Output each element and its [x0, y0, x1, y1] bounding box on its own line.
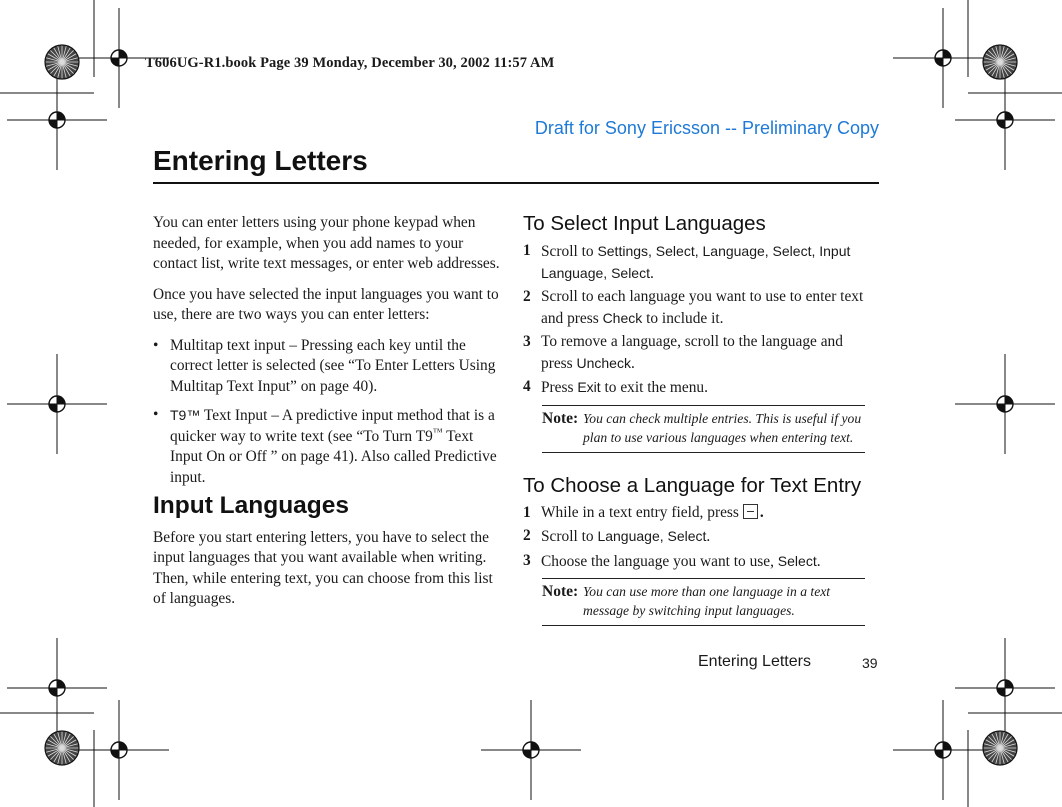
step-number: 2: [523, 288, 531, 305]
step-1-3: [523, 332, 873, 374]
bullet-multitap: [153, 336, 509, 398]
step-text-end: .: [649, 264, 654, 282]
step-1-2: [523, 287, 873, 329]
menu-path: Language, Select: [597, 528, 707, 544]
step-2-2: [523, 526, 873, 548]
registration-quadrant: [935, 58, 943, 66]
menu-path: Settings, Select, Language, Select, Input Language, Select: [541, 243, 851, 281]
note-label: Note:: [542, 409, 579, 427]
step-text-end: .: [816, 552, 821, 570]
step-2-3: [523, 551, 873, 573]
step-text: To remove a language, scroll to the language and press: [541, 333, 843, 372]
check-label: Check: [602, 309, 643, 326]
bullet-t9-text-b: Text Input On or Off ” on page 41). Also called Predictive input.: [170, 427, 497, 486]
step-text: Choose the language you want to use,: [541, 552, 778, 570]
note-text: You can check multiple entries. This is useful if you plan to use various languages when entering text.: [583, 410, 862, 445]
step-number: 3: [523, 551, 531, 569]
registration-quadrant: [943, 742, 951, 750]
draft-header: Draft for Sony Ericsson -- Preliminary Copy: [534, 118, 879, 138]
step-text-end: .: [630, 354, 635, 372]
registration-quadrant: [997, 688, 1005, 696]
page-title: Entering Letters: [153, 145, 368, 176]
bullet-t9: [153, 405, 509, 488]
registration-quadrant: [57, 396, 65, 404]
step-2-1: [523, 503, 873, 524]
registration-quadrant: [523, 750, 531, 758]
exit-label: Exit: [577, 379, 601, 395]
registration-quadrant: [997, 404, 1005, 412]
step-text: Scroll to each language you want to use to enter text and press: [541, 288, 864, 327]
registration-quadrant: [111, 58, 119, 66]
registration-quadrant: [119, 50, 127, 58]
registration-quadrant: [49, 688, 57, 696]
registration-quadrant: [111, 750, 119, 758]
step-1-1: [523, 241, 873, 284]
step-number: 2: [523, 527, 531, 544]
right-column: [523, 211, 873, 646]
bullet-dot: •: [153, 336, 159, 354]
bullet-dot: •: [153, 406, 159, 423]
step-1-4: [523, 377, 873, 399]
choose-language-heading: To Choose a Language for Text Entry: [523, 473, 862, 497]
input-languages-heading: Input Languages: [153, 492, 349, 519]
intro-paragraph: You can enter letters using your phone keypad when needed, for example, when you add names to your contact list, write text messages, or enter web addresses.: [153, 214, 500, 272]
registration-quadrant: [57, 112, 65, 120]
step-text: Scroll to: [541, 528, 598, 545]
step-number: 1: [523, 503, 531, 521]
note-1: [542, 405, 865, 453]
step-text: Press: [541, 379, 578, 396]
footer-title: Entering Letters: [698, 653, 811, 670]
select-label: Select: [777, 552, 817, 569]
registration-quadrant: [1005, 112, 1013, 120]
registration-quadrant: [935, 750, 943, 758]
registration-quadrant: [49, 120, 57, 128]
registration-quadrant: [49, 404, 57, 412]
input-languages-paragraph: Before you start entering letters, you have to select the input languages that you want available when writing. Then, while entering text, you can choose from this list of languages.: [153, 528, 493, 607]
registration-quadrant: [943, 50, 951, 58]
bullet-t9-text-a: Text Input – A predictive input method that is a quicker way to write text (see “To Turn T9: [170, 407, 495, 445]
once-paragraph: Once you have selected the input languages you want to use, there are two ways you can enter letters:: [153, 285, 499, 323]
registration-quadrant: [119, 742, 127, 750]
page-number: 39: [862, 655, 878, 671]
registration-quadrant: [1005, 680, 1013, 688]
t9-label: T9™: [170, 407, 201, 423]
left-column: [153, 213, 509, 620]
step-text: Scroll to: [541, 243, 598, 260]
registration-quadrant: [1005, 396, 1013, 404]
bullet-multitap-text: Multitap text input – Pressing each key until the correct letter is selected (see “To Enter Letters Using Multitap Text Input” on page 40).: [170, 336, 496, 395]
note-2: [542, 578, 865, 626]
title-rule: [153, 182, 879, 184]
uncheck-label: Uncheck: [576, 354, 631, 371]
step-number: 3: [523, 333, 531, 350]
registration-quadrant: [997, 120, 1005, 128]
book-file-line: T606UG-R1.book Page 39 Monday, December 30, 2002 11:57 AM: [145, 55, 555, 71]
registration-quadrant: [531, 742, 539, 750]
registration-quadrant: [57, 680, 65, 688]
step-number: 4: [523, 378, 531, 395]
trademark-symbol: ™: [432, 426, 443, 438]
step-text-end: .: [759, 503, 764, 521]
menu-key-icon: [743, 504, 758, 519]
step-text: While in a text entry field, press: [541, 503, 739, 521]
step-text-end: .: [706, 528, 711, 545]
note-text: You can use more than one language in a text message by switching input languages.: [583, 584, 831, 618]
step-number: 1: [523, 242, 531, 259]
step-text-end: to include it.: [642, 309, 724, 327]
step-text-end: to exit the menu.: [600, 379, 708, 396]
note-label: Note:: [542, 583, 579, 600]
select-languages-heading: To Select Input Languages: [523, 212, 766, 235]
